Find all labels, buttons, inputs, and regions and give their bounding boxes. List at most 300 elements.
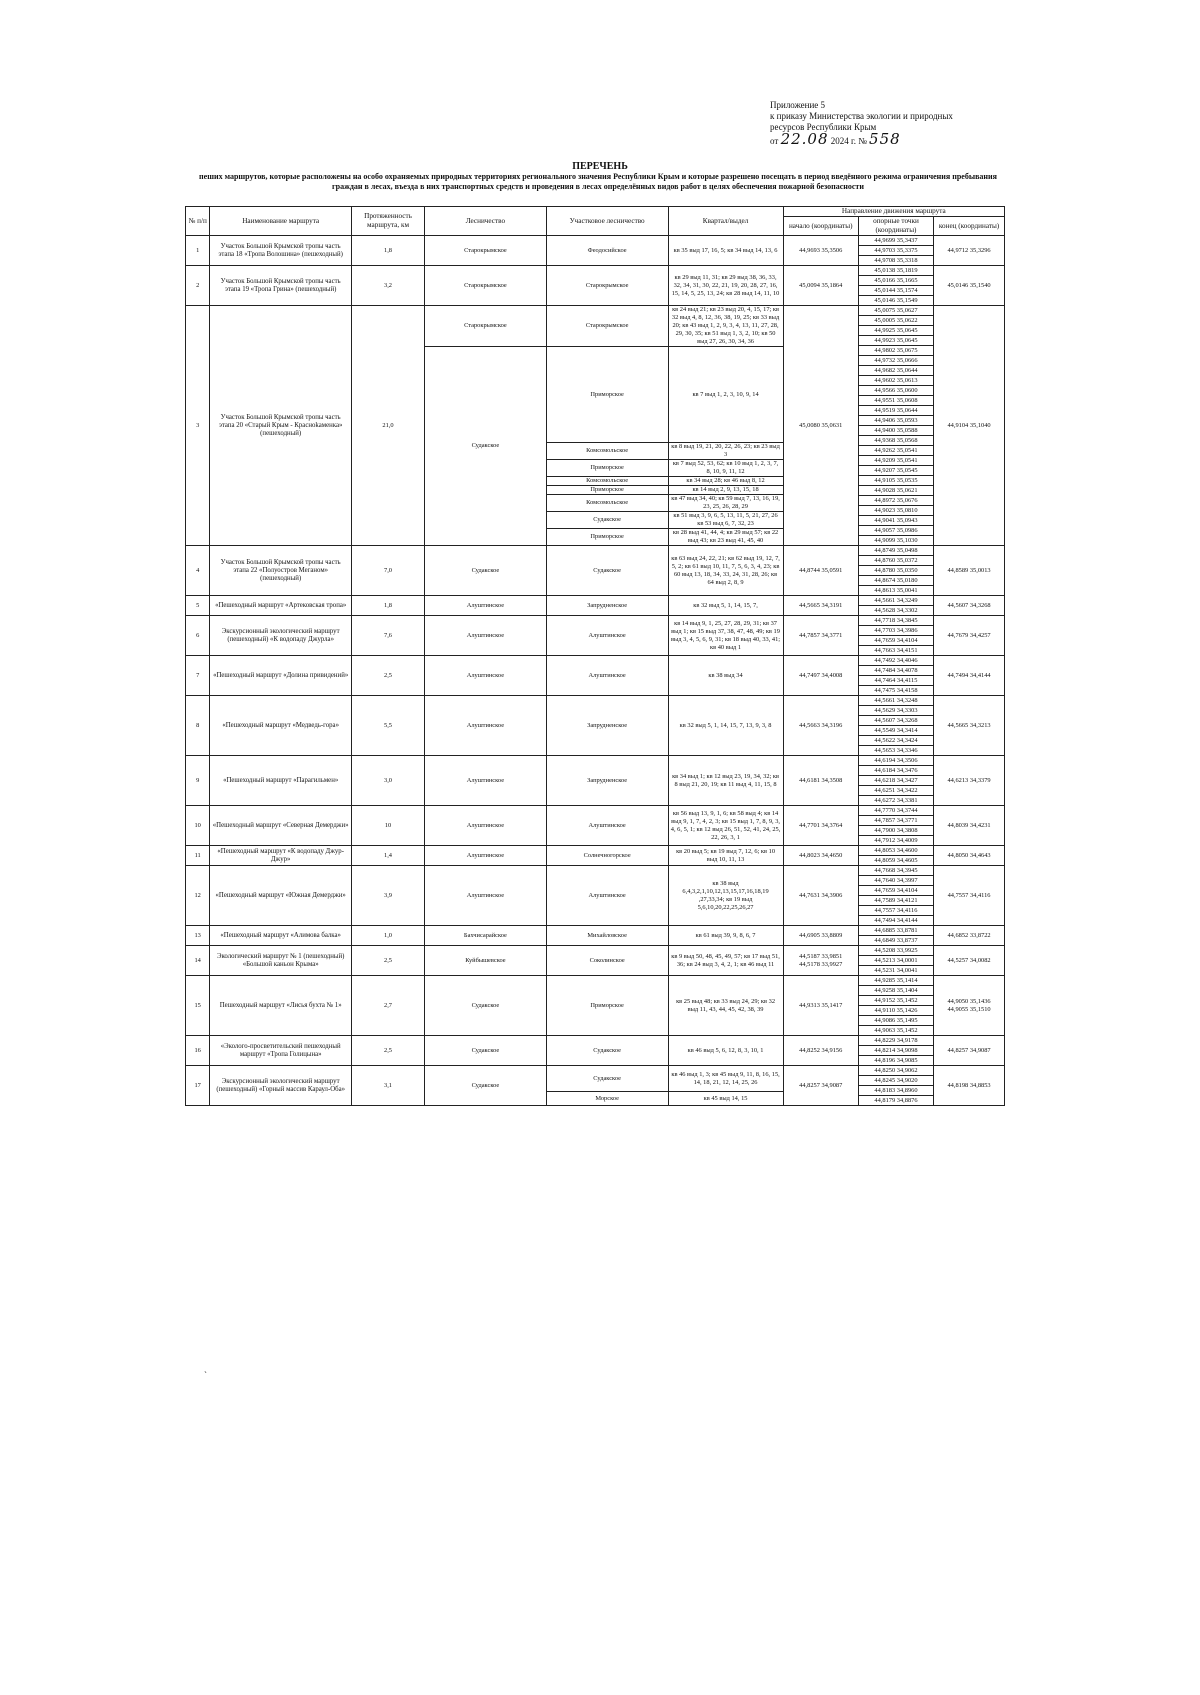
route-length: 7,0 — [352, 546, 425, 596]
waypoint: 44,7589 34,4121 — [859, 896, 933, 906]
route-quarter: кв 51 выд 3, 9, 6, 5, 13, 11, 5, 21, 27, 26 кв 53 выд 6, 7, 32, 23 — [668, 512, 783, 529]
waypoint: 44,8245 34,9020 — [859, 1076, 933, 1086]
waypoint: 44,5653 34,3346 — [874, 747, 918, 754]
waypoint: 44,8760 35,0372 — [859, 556, 933, 566]
header-district: Участковое лесничество — [546, 207, 668, 236]
route-waypoints — [858, 1066, 933, 1106]
route-number: 8 — [186, 696, 210, 756]
waypoint: 45,0075 35,0627 — [859, 306, 933, 316]
table-row — [186, 546, 1005, 596]
waypoint: 45,0005 35,0622 — [859, 316, 933, 326]
route-length: 3,2 — [352, 266, 425, 306]
table-row — [186, 866, 1005, 926]
route-end-coords: 45,0146 35,1540 — [934, 266, 1005, 306]
waypoint: 44,8674 35,0180 — [859, 576, 933, 586]
route-length: 21,0 — [352, 306, 425, 546]
route-end-coords: 44,6213 34,3379 — [934, 756, 1005, 806]
route-district: Солнечногорское — [546, 846, 668, 866]
route-name: Участок Большой Крымской тропы часть этапа 18 «Тропа Волошина» (пешеходный) — [210, 236, 352, 266]
route-district: Приморское — [546, 347, 668, 443]
route-district: Алуштинское — [546, 616, 668, 656]
document-title: ПЕРЕЧЕНЬ — [572, 161, 628, 172]
waypoint: 44,7912 34,4009 — [874, 837, 918, 844]
route-forestry: Алуштинское — [425, 866, 547, 926]
route-name: Участок Большой Крымской тропы часть этапа 20 «Старый Крым - Красноkаменка» (пешеходный) — [210, 306, 352, 546]
route-forestry: Алуштинское — [425, 616, 547, 656]
route-forestry: Алуштинское — [425, 806, 547, 846]
route-length: 1,8 — [352, 596, 425, 616]
route-district: Морское — [546, 1092, 668, 1106]
route-waypoints — [858, 976, 933, 1036]
route-number: 17 — [186, 1066, 210, 1106]
route-district: Судакское — [546, 512, 668, 529]
waypoint: 44,5549 34,3414 — [859, 726, 933, 736]
route-forestry: Алуштинское — [425, 696, 547, 756]
route-waypoints — [858, 696, 933, 756]
waypoint: 44,9057 35,0986 — [859, 526, 933, 536]
route-length: 3,0 — [352, 756, 425, 806]
route-quarter: кв 32 выд 5, 1, 14, 15, 7, 13, 9, 3, 8 — [668, 696, 783, 756]
waypoint: 44,6251 34,3422 — [859, 786, 933, 796]
waypoint: 44,9368 35,0568 — [859, 436, 933, 446]
route-number: 10 — [186, 806, 210, 846]
table-row — [186, 1066, 1005, 1092]
route-quarter: кв 34 выд 28; кв 46 выд 8, 12 — [668, 477, 783, 486]
waypoint: 44,5661 34,3248 — [859, 696, 933, 706]
route-district: Комсомольское — [546, 477, 668, 486]
date-prefix: от — [770, 136, 779, 146]
route-name: Экологический маршрут № 1 (пешеходный) «Большой каньон Крыма» — [210, 946, 352, 976]
route-length: 2,5 — [352, 1036, 425, 1066]
waypoint: 44,6885 33,8781 — [859, 926, 933, 936]
route-length: 1,4 — [352, 846, 425, 866]
waypoint: 45,0138 35,1819 — [859, 266, 933, 276]
route-waypoints — [858, 616, 933, 656]
document-subtitle: пеших маршрутов, которые расположены на особо охраняемых природных территориях регионального значения Республики Крым и которые разрешено посещать в период введённого режима ограничения пребывания граждан в лесах, въезда в них транспортных средств и проведения в лесах определённых видов работ в целях обеспечения пожарной безопасности — [199, 172, 997, 191]
route-district: Запрудненское — [546, 696, 668, 756]
waypoint: 44,5607 34,3268 — [859, 716, 933, 726]
table-row — [186, 236, 1005, 266]
route-waypoints — [858, 926, 933, 946]
waypoint: 44,5629 34,3303 — [859, 706, 933, 716]
waypoint: 44,9110 35,1426 — [859, 1006, 933, 1016]
route-name: «Пешеходный маршрут «Южная Демерджи» — [210, 866, 352, 926]
route-waypoints — [858, 306, 933, 546]
waypoint: 44,9041 35,0943 — [859, 516, 933, 526]
route-quarter: кв 46 выд 5, 6, 12, 8, 3, 10, 1 — [668, 1036, 783, 1066]
waypoint: 44,9262 35,0541 — [859, 446, 933, 456]
waypoint: 44,7484 34,4078 — [859, 666, 933, 676]
route-district: Приморское — [546, 460, 668, 477]
waypoint: 44,7900 34,3808 — [859, 826, 933, 836]
route-forestry: Старокрымское — [425, 266, 547, 306]
header-quarter: Квартал/выдел — [668, 207, 783, 236]
appendix-block — [770, 100, 1010, 147]
waypoint: 44,5231 34,0041 — [874, 967, 918, 974]
waypoint: 44,7659 34,4104 — [859, 886, 933, 896]
waypoint: 44,8229 34,9178 — [859, 1036, 933, 1046]
waypoint: 44,9682 35,0644 — [859, 366, 933, 376]
route-end-coords: 44,6852 33,8722 — [934, 926, 1005, 946]
route-quarter: кв 8 выд 19, 21, 20, 22, 26, 23; кв 23 выд 3 — [668, 443, 783, 460]
waypoint: 44,7770 34,3744 — [859, 806, 933, 816]
route-waypoints — [858, 946, 933, 976]
route-length: 7,6 — [352, 616, 425, 656]
route-end-coords: 44,9050 35,1436 44,9055 35,1510 — [934, 976, 1005, 1036]
route-quarter: кв 7 выд 52, 53, 62; кв 10 выд 1, 2, 3, 7, 8, 10, 9, 11, 12 — [668, 460, 783, 477]
waypoint: 45,0166 35,1665 — [859, 276, 933, 286]
route-end-coords: 44,9104 35,1040 — [934, 306, 1005, 546]
waypoint: 44,8972 35,0676 — [859, 496, 933, 506]
route-quarter: кв 38 выд 6,4,3,2,1,10,12,13,15,17,16,18,19 ,27,33,34; кв 19 выд 5,6,10,20,22,25,26,27 — [668, 866, 783, 926]
route-start-coords: 44,8023 34,4650 — [783, 846, 858, 866]
route-quarter: кв 9 выд 50, 48, 45, 49, 57; кв 17 выд 51, 36; кв 24 выд 3, 4, 2, 1; кв 46 выд 11 — [668, 946, 783, 976]
route-start-coords: 44,9693 35,3506 — [783, 236, 858, 266]
route-district: Алуштинское — [546, 866, 668, 926]
route-district: Михайловское — [546, 926, 668, 946]
route-length: 1,0 — [352, 926, 425, 946]
route-name: Участок Большой Крымской тропы часть этапа 19 «Тропа Грина» (пешеходный) — [210, 266, 352, 306]
route-length: 5,5 — [352, 696, 425, 756]
table-row — [186, 846, 1005, 866]
route-district: Алуштинское — [546, 806, 668, 846]
stray-mark: ˏ — [204, 1363, 207, 1373]
waypoint: 44,8053 34,4600 — [859, 846, 933, 856]
route-end-coords: 44,8039 34,4231 — [934, 806, 1005, 846]
route-end-coords: 44,5665 34,3213 — [934, 696, 1005, 756]
route-quarter: кв 61 выд 39, 9, 8, 6, 7 — [668, 926, 783, 946]
date-suffix: 2024 г. № — [830, 136, 867, 146]
route-quarter: кв 28 выд 41, 44, 4; кв 29 выд 57; кв 22 выд 43; кв 23 выд 41, 45, 40 — [668, 529, 783, 546]
route-forestry: Судакское — [425, 1036, 547, 1066]
route-start-coords: 44,5665 34,3191 — [783, 596, 858, 616]
waypoint: 44,8780 35,0350 — [859, 566, 933, 576]
table-row — [186, 1036, 1005, 1066]
route-quarter: кв 29 выд 11, 31; кв 29 выд 38, 36, 33, 32, 34, 31, 30, 22, 21, 19, 20, 28, 27, 16, 15, 14, 5, 25, 13, 24; кв 28 выд 14, 11, 10 — [668, 266, 783, 306]
route-end-coords: 44,5607 34,3268 — [934, 596, 1005, 616]
waypoint: 44,7703 34,3986 — [859, 626, 933, 636]
route-waypoints — [858, 866, 933, 926]
route-quarter: кв 14 выд 9, 1, 25, 27, 28, 29, 31; кв 37 выд 1; кв 15 выд 37, 38, 47, 48, 49; кв 19 выд 3, 4, 5, 6, 9, 31; кв 18 выд 40, 33, 41; кв 40 выд 1 — [668, 616, 783, 656]
route-waypoints — [858, 756, 933, 806]
waypoint: 44,8749 35,0498 — [859, 546, 933, 556]
route-district: Судакское — [546, 546, 668, 596]
waypoint: 44,9703 35,3375 — [859, 246, 933, 256]
header-points: опорные точки (координаты) — [858, 217, 933, 236]
header-name: Наименование маршрута — [210, 207, 352, 236]
route-name: «Пешеходный маршрут «Долина привидений» — [210, 656, 352, 696]
waypoint: 44,9802 35,0675 — [859, 346, 933, 356]
route-number: 6 — [186, 616, 210, 656]
waypoint: 44,5622 34,3424 — [859, 736, 933, 746]
route-number: 9 — [186, 756, 210, 806]
route-end-coords: 44,9712 35,3296 — [934, 236, 1005, 266]
route-number: 1 — [186, 236, 210, 266]
waypoint: 44,8059 34,4605 — [874, 857, 918, 864]
routes-table — [185, 206, 1005, 1106]
waypoint: 44,8214 34,9098 — [859, 1046, 933, 1056]
route-forestry: Алуштинское — [425, 846, 547, 866]
route-length: 2,5 — [352, 656, 425, 696]
route-quarter: кв 20 выд 5; кв 19 выд 7, 12, 6; кв 10 выд 10, 11, 13 — [668, 846, 783, 866]
waypoint: 44,7475 34,4158 — [874, 687, 918, 694]
waypoint: 44,9086 35,1495 — [859, 1016, 933, 1026]
route-end-coords: 44,8198 34,8853 — [934, 1066, 1005, 1106]
waypoint: 44,8250 34,9062 — [859, 1066, 933, 1076]
waypoint: 44,9023 35,0810 — [859, 506, 933, 516]
waypoint: 44,9925 35,0645 — [859, 326, 933, 336]
waypoint: 44,5628 34,3302 — [874, 607, 918, 614]
route-start-coords: 44,5663 34,3196 — [783, 696, 858, 756]
route-number: 2 — [186, 266, 210, 306]
waypoint: 44,7640 34,3997 — [859, 876, 933, 886]
route-length: 2,5 — [352, 946, 425, 976]
route-name: Экскурсионный экологический маршрут (пешеходный) «Горный массив Караул-Оба» — [210, 1066, 352, 1106]
route-name: Экскурсионный экологический маршрут (пешеходный) «К водопаду Джурла» — [210, 616, 352, 656]
route-district: Соколинское — [546, 946, 668, 976]
route-district: Комсомольское — [546, 495, 668, 512]
route-end-coords: 44,7679 34,4257 — [934, 616, 1005, 656]
route-forestry: Старокрымское — [425, 306, 547, 347]
waypoint: 44,9732 35,0666 — [859, 356, 933, 366]
route-start-coords: 44,7497 34,4008 — [783, 656, 858, 696]
route-forestry: Бахчисарайское — [425, 926, 547, 946]
table-row — [186, 946, 1005, 976]
waypoint: 44,7492 34,4046 — [859, 656, 933, 666]
waypoint: 44,8179 34,8876 — [874, 1097, 918, 1104]
route-forestry: Судакское — [425, 546, 547, 596]
route-name: «Пешеходный маршрут «Алимова балка» — [210, 926, 352, 946]
table-row — [186, 976, 1005, 1036]
waypoint: 44,6194 34,3506 — [859, 756, 933, 766]
route-district: Старокрымское — [546, 266, 668, 306]
route-end-coords: 44,8257 34,9087 — [934, 1036, 1005, 1066]
route-forestry: Старокрымское — [425, 236, 547, 266]
route-start-coords: 44,8252 34,9156 — [783, 1036, 858, 1066]
table-row — [186, 616, 1005, 656]
waypoint: 44,9400 35,0588 — [859, 426, 933, 436]
route-name: «Пешеходный маршрут «Медведь-гора» — [210, 696, 352, 756]
route-quarter: кв 24 выд 21; кв 23 выд 20, 4, 15, 17; кв 32 выд 4, 8, 12, 36, 38, 19, 25; кв 33 выд 20; кв 43 выд 1, 2, 9, 3, 4, 13, 11, 27, 28, 29, 30, 35; кв 51 выд 1, 3, 2, 10; кв 50 выд 27, 26, 30, 34, 36 — [668, 306, 783, 347]
route-start-coords: 44,6181 34,3508 — [783, 756, 858, 806]
route-district: Комсомольское — [546, 443, 668, 460]
waypoint: 44,9028 35,0621 — [859, 486, 933, 496]
route-number: 13 — [186, 926, 210, 946]
route-end-coords: 44,7557 34,4116 — [934, 866, 1005, 926]
table-header — [186, 207, 1005, 236]
route-number: 5 — [186, 596, 210, 616]
route-forestry: Судакское — [425, 1066, 547, 1106]
header-length: Протяженность маршрута, км — [352, 207, 425, 236]
waypoint: 44,8183 34,8960 — [859, 1086, 933, 1096]
route-length: 1,8 — [352, 236, 425, 266]
waypoint: 44,9406 35,0593 — [859, 416, 933, 426]
route-district: Запрудненское — [546, 596, 668, 616]
waypoint: 44,9566 35,0600 — [859, 386, 933, 396]
route-start-coords: 44,5187 33,9851 44,5178 33,9927 — [783, 946, 858, 976]
waypoint: 44,5208 33,9925 — [859, 946, 933, 956]
route-district: Приморское — [546, 486, 668, 495]
route-forestry: Судакское — [425, 347, 547, 546]
route-waypoints — [858, 1036, 933, 1066]
route-forestry: Алуштинское — [425, 756, 547, 806]
route-length: 3,1 — [352, 1066, 425, 1106]
waypoint: 44,9207 35,0545 — [859, 466, 933, 476]
route-length: 10 — [352, 806, 425, 846]
appendix-line: ресурсов Республики Крым — [770, 122, 877, 132]
waypoint: 44,7668 34,3945 — [859, 866, 933, 876]
waypoint: 45,0144 35,1574 — [859, 286, 933, 296]
appendix-line: к приказу Министерства экологии и природных — [770, 111, 953, 121]
appendix-date-line — [770, 130, 1010, 148]
table-row — [186, 266, 1005, 306]
header-direction: Направление движения маршрута — [783, 207, 1004, 217]
waypoint: 45,0146 35,1549 — [874, 297, 918, 304]
route-end-coords: 44,7494 34,4144 — [934, 656, 1005, 696]
route-forestry: Судакское — [425, 976, 547, 1036]
waypoint: 44,9258 35,1404 — [859, 986, 933, 996]
route-number: 4 — [186, 546, 210, 596]
waypoint: 44,7663 34,4151 — [874, 647, 918, 654]
waypoint: 44,7494 34,4144 — [874, 917, 918, 924]
route-quarter: кв 25 выд 48; кв 33 выд 24, 29; кв 32 выд 11, 43, 44, 45, 42, 38, 39 — [668, 976, 783, 1036]
route-forestry: Алуштинское — [425, 656, 547, 696]
route-quarter: кв 34 выд 1; кв 12 выд 23, 19, 34, 32; кв 8 выд 21, 20, 19; кв 11 выд 4, 11, 15, 8 — [668, 756, 783, 806]
waypoint: 44,9285 35,1414 — [859, 976, 933, 986]
route-number: 14 — [186, 946, 210, 976]
route-number: 11 — [186, 846, 210, 866]
route-quarter: кв 7 выд 1, 2, 3, 10, 9, 14 — [668, 347, 783, 443]
route-quarter: кв 46 выд 1, 3; кв 45 выд 9, 11, 8, 16, 15, 14, 18, 21, 12, 14, 25, 26 — [668, 1066, 783, 1092]
waypoint: 44,6849 33,8737 — [874, 937, 918, 944]
waypoint: 44,9551 35,0608 — [859, 396, 933, 406]
route-end-coords: 44,8589 35,0013 — [934, 546, 1005, 596]
route-waypoints — [858, 266, 933, 306]
route-number: 7 — [186, 656, 210, 696]
waypoint: 44,5213 34,0001 — [859, 956, 933, 966]
waypoint: 44,7659 34,4104 — [859, 636, 933, 646]
route-waypoints — [858, 596, 933, 616]
route-name: «Пешеходный маршрут «Артековская тропа» — [210, 596, 352, 616]
route-length: 3,9 — [352, 866, 425, 926]
route-start-coords: 44,8744 35,0591 — [783, 546, 858, 596]
header-num: № п/п — [186, 207, 210, 236]
route-district: Запрудненское — [546, 756, 668, 806]
route-start-coords: 44,7857 34,3771 — [783, 616, 858, 656]
route-waypoints — [858, 236, 933, 266]
waypoint: 44,9699 35,3437 — [859, 236, 933, 246]
route-waypoints — [858, 656, 933, 696]
waypoint: 44,6184 34,3476 — [859, 766, 933, 776]
route-waypoints — [858, 546, 933, 596]
route-number: 12 — [186, 866, 210, 926]
route-quarter: кв 14 выд 2, 9, 13, 15, 18 — [668, 486, 783, 495]
waypoint: 44,6272 34,3381 — [874, 797, 918, 804]
table-row — [186, 806, 1005, 846]
route-start-coords: 44,8257 34,9087 — [783, 1066, 858, 1106]
handwritten-date: 22.08 — [780, 130, 829, 148]
route-number: 15 — [186, 976, 210, 1036]
waypoint: 44,7857 34,3771 — [859, 816, 933, 826]
route-quarter: кв 47 выд 34, 40; кв 59 выд 7, 13, 16, 19, 23, 25, 26, 28, 29 — [668, 495, 783, 512]
route-quarter: кв 45 выд 14, 15 — [668, 1092, 783, 1106]
waypoint: 44,9099 35,1030 — [874, 537, 918, 544]
waypoint: 44,9105 35,0535 — [859, 476, 933, 486]
route-quarter: кв 63 выд 24, 22, 21; кв 62 выд 19, 12, 7, 5, 2; кв 61 выд 10, 11, 7, 5, 6, 3, 4, 23; кв 60 выд 13, 18, 34, 33, 24, 31, 28, 26; кв 64 выд 2, 8, 9 — [668, 546, 783, 596]
waypoint: 44,9708 35,3318 — [874, 257, 918, 264]
route-end-coords: 44,5257 34,0082 — [934, 946, 1005, 976]
route-quarter: кв 32 выд 5, 1, 14, 15, 7, — [668, 596, 783, 616]
waypoint: 44,9602 35,0613 — [859, 376, 933, 386]
route-quarter: кв 56 выд 13, 9, 1, 6; кв 58 выд 4; кв 14 выд 9, 1, 7, 4, 2, 3; кв 15 выд 1, 7, 8, 9, 3, 4, 6, 5, 1; кв 12 выд 26, 51, 52, 41, 24, 25, 22, 26, 3, 1 — [668, 806, 783, 846]
table-row — [186, 306, 1005, 347]
handwritten-number: 558 — [869, 130, 901, 148]
route-district: Судакское — [546, 1066, 668, 1092]
table-row — [186, 756, 1005, 806]
table-body — [186, 236, 1005, 1106]
route-number: 3 — [186, 306, 210, 546]
waypoint: 44,8196 34,9085 — [874, 1057, 918, 1064]
waypoint: 44,9063 35,1452 — [874, 1027, 918, 1034]
header-start: начало (координаты) — [783, 217, 858, 236]
route-name: «Пешеходный маршрут «Северная Демерджи» — [210, 806, 352, 846]
table-row — [186, 596, 1005, 616]
route-number: 16 — [186, 1036, 210, 1066]
route-district: Приморское — [546, 976, 668, 1036]
route-start-coords: 44,6905 33,8809 — [783, 926, 858, 946]
table-row — [186, 656, 1005, 696]
route-end-coords: 44,8050 34,4643 — [934, 846, 1005, 866]
route-name: «Пешеходный маршрут «К водопаду Джур-Джур» — [210, 846, 352, 866]
waypoint: 44,9923 35,0645 — [859, 336, 933, 346]
waypoint: 44,7557 34,4116 — [859, 906, 933, 916]
route-forestry: Алуштинское — [425, 596, 547, 616]
route-forestry: Куйбышевское — [425, 946, 547, 976]
table-row — [186, 696, 1005, 756]
route-length: 2,7 — [352, 976, 425, 1036]
route-district: Приморское — [546, 529, 668, 546]
header-forestry: Лесничество — [425, 207, 547, 236]
appendix-line: Приложение 5 — [770, 100, 826, 110]
route-waypoints — [858, 806, 933, 846]
route-district: Старокрымское — [546, 306, 668, 347]
route-name: Участок Большой Крымской тропы часть этапа 22 «Полуостров Меганом» (пешеходный) — [210, 546, 352, 596]
route-quarter: кв 38 выд 34 — [668, 656, 783, 696]
route-district: Феодосийское — [546, 236, 668, 266]
route-start-coords: 44,9313 35,1417 — [783, 976, 858, 1036]
route-district: Судакское — [546, 1036, 668, 1066]
waypoint: 44,6218 34,3427 — [859, 776, 933, 786]
route-waypoints — [858, 846, 933, 866]
route-name: «Пешеходный маршрут «Парагильмен» — [210, 756, 352, 806]
waypoint: 44,8613 35,0041 — [874, 587, 918, 594]
route-start-coords: 44,7701 34,3764 — [783, 806, 858, 846]
route-name: Пешеходный маршрут «Лисья бухта № 1» — [210, 976, 352, 1036]
route-start-coords: 45,0094 35,1864 — [783, 266, 858, 306]
route-district: Алуштинское — [546, 656, 668, 696]
header-end: конец (координаты) — [934, 217, 1005, 236]
route-start-coords: 44,7631 34,3906 — [783, 866, 858, 926]
waypoint: 44,7464 34,4115 — [859, 676, 933, 686]
waypoint: 44,5661 34,3249 — [859, 596, 933, 606]
route-quarter: кв 35 выд 17, 16, 5; кв 34 выд 14, 13, 6 — [668, 236, 783, 266]
waypoint: 44,9519 35,0644 — [859, 406, 933, 416]
route-name: «Эколого-просветительский пешеходный маршрут «Тропа Голицына» — [210, 1036, 352, 1066]
waypoint: 44,9152 35,1452 — [859, 996, 933, 1006]
waypoint: 44,7718 34,3845 — [859, 616, 933, 626]
table-row — [186, 926, 1005, 946]
route-start-coords: 45,0080 35,0631 — [783, 306, 858, 546]
